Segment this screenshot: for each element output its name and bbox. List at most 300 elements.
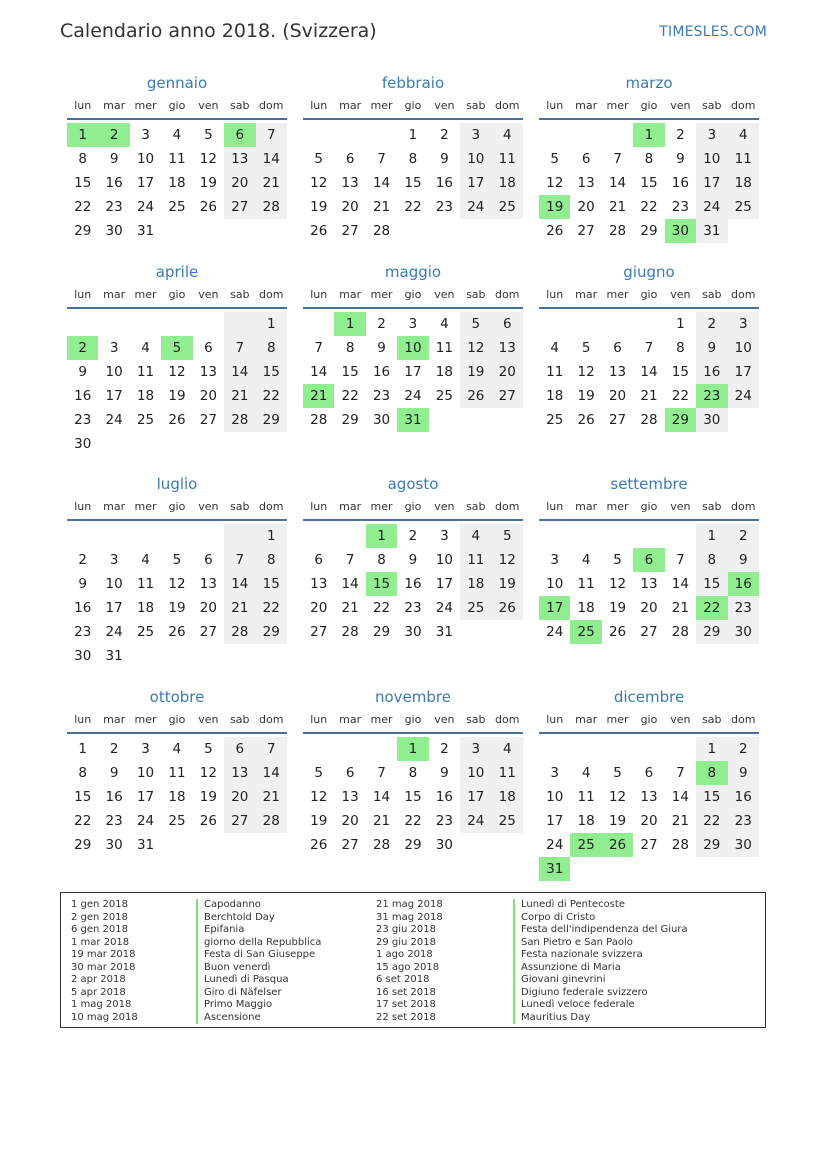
day-cell: 28: [671, 624, 689, 640]
day-cell: 1: [256, 312, 287, 336]
empty-cell: [602, 737, 633, 761]
day-cell: 16: [372, 364, 391, 380]
day-cell: 20: [199, 600, 217, 616]
day-cell: 15: [671, 364, 689, 380]
day-cell: 6: [204, 340, 213, 356]
day-cell: 20: [640, 600, 658, 616]
week-row: [539, 620, 759, 644]
holiday-entry: Digiuno federale svizzero: [513, 987, 688, 1000]
month-agosto: [303, 473, 523, 644]
day-cell: 7: [644, 340, 654, 356]
week-row: [67, 833, 287, 857]
week-row: [539, 123, 759, 147]
day-cell: 4: [492, 737, 523, 761]
weekday-label: gio: [640, 713, 658, 726]
weekday-label: sab: [230, 288, 250, 301]
empty-cell: [602, 857, 633, 881]
day-cell: 31: [136, 837, 155, 853]
weekday-label: lun: [546, 713, 564, 726]
day-cell: 14: [671, 576, 689, 592]
week-row: [303, 572, 523, 596]
weekday-label: dom: [495, 713, 520, 726]
day-cell: 20: [310, 600, 328, 616]
day-cell: 9: [109, 151, 119, 167]
day-cell: 21: [671, 600, 689, 616]
day-cell: 1: [408, 127, 418, 143]
empty-cell: [460, 408, 491, 432]
day-cell: 26: [460, 384, 491, 408]
day-cell: 15: [74, 789, 92, 805]
empty-cell: [98, 524, 129, 548]
day-cell: 7: [377, 765, 386, 781]
day-cell: 6: [224, 737, 255, 761]
day-cell: 18: [492, 785, 523, 809]
empty-cell: [334, 123, 365, 147]
week-row: [303, 833, 523, 857]
day-cell: 18: [435, 364, 453, 380]
day-cell: 22: [404, 813, 422, 829]
empty-cell: [334, 524, 365, 548]
holiday-day-cell: 23: [696, 384, 727, 408]
week-row: [539, 219, 759, 243]
day-cell: 19: [310, 813, 328, 829]
day-cell: 14: [256, 761, 287, 785]
day-cell: 27: [341, 223, 359, 239]
day-cell: 5: [314, 765, 323, 781]
day-cell: 21: [256, 785, 287, 809]
day-cell: 2: [440, 127, 449, 143]
day-cell: 17: [105, 388, 123, 404]
empty-cell: [256, 219, 287, 243]
week-row: [67, 123, 287, 147]
day-cell: 7: [377, 151, 386, 167]
day-cell: 10: [136, 765, 155, 781]
empty-cell: [460, 620, 491, 644]
holiday-day-cell: 6: [224, 123, 255, 147]
day-cell: 4: [172, 741, 182, 757]
day-cell: 22: [372, 600, 391, 616]
weekday-label: sab: [702, 500, 722, 513]
day-cell: 7: [676, 552, 685, 568]
day-cell: 8: [78, 765, 87, 781]
weekday-label: dom: [259, 713, 284, 726]
day-cell: 4: [172, 127, 182, 143]
week-row: [539, 360, 759, 384]
day-cell: 7: [314, 340, 323, 356]
weekday-label: gio: [168, 500, 186, 513]
day-cell: 30: [372, 412, 391, 428]
day-cell: 10: [460, 147, 491, 171]
header-divider: [303, 732, 523, 734]
week-row: [303, 785, 523, 809]
day-cell: 9: [676, 151, 685, 167]
day-cell: 23: [404, 600, 422, 616]
page-title: Calendario anno 2018. (Svizzera): [60, 20, 377, 42]
holiday-entry: 23 giu 2018: [376, 924, 436, 935]
week-row: [67, 171, 287, 195]
weekday-label: ven: [198, 99, 219, 112]
weekday-label: sab: [230, 99, 250, 112]
day-cell: 2: [408, 528, 418, 544]
holiday-entry: 1 gen 2018: [71, 899, 129, 910]
weekday-label: lun: [310, 288, 328, 301]
day-cell: 8: [644, 151, 654, 167]
day-cell: 24: [435, 600, 453, 616]
day-cell: 7: [224, 336, 255, 360]
weekday-label: mar: [103, 99, 126, 112]
day-cell: 6: [644, 765, 654, 781]
weekday-label: mer: [606, 99, 629, 112]
day-cell: 10: [435, 552, 453, 568]
holiday-day-cell: 10: [397, 336, 428, 360]
holiday-entry: 21 mag 2018: [376, 899, 443, 910]
day-cell: 21: [224, 596, 255, 620]
day-cell: 3: [460, 123, 491, 147]
week-row: [539, 809, 759, 833]
day-cell: 7: [345, 552, 355, 568]
day-cell: 21: [372, 199, 391, 215]
day-cell: 8: [696, 548, 727, 572]
weekday-header: [539, 96, 759, 116]
day-cell: 19: [310, 199, 328, 215]
day-cell: 18: [546, 388, 564, 404]
day-cell: 16: [105, 175, 123, 191]
month-gennaio: [67, 72, 287, 243]
weekday-label: lun: [74, 288, 92, 301]
holiday-entry: Assunzione di Maria: [513, 962, 688, 975]
day-cell: 26: [199, 813, 217, 829]
day-cell: 12: [199, 151, 217, 167]
empty-cell: [193, 524, 224, 548]
day-cell: 25: [136, 412, 155, 428]
day-cell: 24: [136, 199, 155, 215]
holiday-list: [60, 892, 766, 1028]
empty-cell: [224, 644, 255, 668]
day-cell: 4: [728, 123, 759, 147]
empty-cell: [224, 312, 255, 336]
weekday-label: mar: [103, 288, 126, 301]
empty-cell: [492, 408, 523, 432]
day-cell: 24: [404, 388, 422, 404]
day-cell: 28: [224, 408, 255, 432]
week-row: [539, 833, 759, 857]
header-divider: [67, 307, 287, 309]
holiday-day-cell: 31: [397, 408, 428, 432]
holiday-entry: Buon venerdì: [196, 962, 321, 975]
weekday-label: sab: [702, 713, 722, 726]
day-cell: 23: [435, 813, 453, 829]
day-cell: 31: [435, 624, 453, 640]
month-luglio: [67, 473, 287, 668]
weekday-label: mer: [134, 288, 157, 301]
day-cell: 12: [492, 548, 523, 572]
weekday-label: mer: [134, 713, 157, 726]
empty-cell: [224, 833, 255, 857]
weekday-label: dom: [495, 500, 520, 513]
day-cell: 9: [78, 364, 87, 380]
month-name: novembre: [375, 688, 451, 706]
week-row: [67, 620, 287, 644]
day-cell: 27: [640, 837, 658, 853]
holiday-entry: Ascensione: [196, 1012, 321, 1025]
day-cell: 5: [314, 151, 323, 167]
weekday-label: dom: [731, 500, 756, 513]
empty-cell: [366, 123, 397, 147]
holiday-entry: 30 mar 2018: [71, 961, 136, 973]
day-cell: 30: [404, 624, 422, 640]
month-maggio: [303, 261, 523, 432]
day-cell: 9: [78, 576, 87, 592]
day-cell: 18: [136, 388, 155, 404]
day-cell: 26: [168, 624, 186, 640]
week-row: [67, 312, 287, 336]
empty-cell: [728, 219, 759, 243]
header-divider: [539, 519, 759, 521]
day-cell: 28: [671, 837, 689, 853]
holiday-entry: Epifania: [196, 924, 321, 937]
weekday-label: mar: [575, 713, 598, 726]
week-row: [539, 171, 759, 195]
day-cell: 5: [204, 127, 213, 143]
weekday-label: mer: [370, 713, 393, 726]
week-row: [539, 524, 759, 548]
day-cell: 28: [372, 837, 391, 853]
day-cell: 17: [136, 175, 155, 191]
week-row: [539, 384, 759, 408]
holiday-entry: Festa dell'indipendenza del Giura: [513, 924, 688, 937]
empty-cell: [224, 524, 255, 548]
day-cell: 17: [728, 360, 759, 384]
day-cell: 16: [74, 388, 92, 404]
day-cell: 27: [608, 412, 627, 428]
empty-cell: [303, 524, 334, 548]
holiday-day-cell: 1: [633, 123, 664, 147]
weekday-label: dom: [259, 500, 284, 513]
week-row: [539, 857, 759, 881]
day-cell: 18: [136, 600, 155, 616]
day-cell: 13: [224, 147, 255, 171]
empty-cell: [130, 644, 161, 668]
day-cell: 7: [256, 737, 287, 761]
day-cell: 15: [404, 789, 422, 805]
holiday-entry: Corpo di Cristo: [513, 912, 688, 925]
holiday-dates-col-2: [376, 899, 443, 1024]
weekday-label: mar: [339, 500, 362, 513]
day-cell: 29: [696, 833, 727, 857]
holiday-entry: 31 mag 2018: [376, 911, 443, 923]
day-cell: 23: [671, 199, 689, 215]
holiday-day-cell: 17: [539, 596, 570, 620]
month-giugno: [539, 261, 759, 432]
day-cell: 3: [696, 123, 727, 147]
weekday-label: mar: [575, 99, 598, 112]
week-row: [67, 219, 287, 243]
day-cell: 20: [608, 388, 627, 404]
empty-cell: [303, 737, 334, 761]
day-cell: 27: [640, 624, 658, 640]
day-cell: 29: [74, 837, 92, 853]
day-cell: 15: [74, 175, 92, 191]
week-row: [303, 219, 523, 243]
holiday-entry: Primo Maggio: [196, 999, 321, 1012]
holiday-day-cell: 30: [665, 219, 696, 243]
day-cell: 28: [608, 223, 627, 239]
weekday-label: sab: [702, 288, 722, 301]
day-cell: 2: [696, 312, 727, 336]
day-cell: 25: [728, 195, 759, 219]
weekday-label: lun: [74, 713, 92, 726]
day-cell: 8: [256, 336, 287, 360]
weekday-label: dom: [731, 288, 756, 301]
weekday-header: [303, 96, 523, 116]
day-cell: 4: [141, 340, 150, 356]
day-cell: 22: [256, 596, 287, 620]
day-cell: 11: [136, 576, 155, 592]
weekday-header: [539, 285, 759, 305]
day-cell: 13: [199, 576, 217, 592]
empty-cell: [161, 432, 192, 456]
weekday-label: ven: [434, 713, 455, 726]
weekday-label: ven: [198, 288, 219, 301]
day-cell: 18: [168, 175, 186, 191]
day-cell: 20: [492, 360, 523, 384]
day-cell: 23: [728, 596, 759, 620]
empty-cell: [429, 408, 460, 432]
day-cell: 10: [696, 147, 727, 171]
empty-cell: [303, 312, 334, 336]
month-marzo: [539, 72, 759, 243]
week-row: [303, 384, 523, 408]
day-cell: 8: [345, 340, 355, 356]
day-cell: 23: [105, 813, 123, 829]
day-cell: 31: [696, 219, 727, 243]
day-cell: 4: [581, 552, 591, 568]
brand-logo[interactable]: TIMESLES.COM: [659, 24, 767, 40]
day-cell: 19: [608, 600, 627, 616]
day-cell: 17: [546, 813, 564, 829]
day-cell: 17: [460, 785, 491, 809]
weekday-label: mar: [103, 713, 126, 726]
weekday-label: mar: [339, 288, 362, 301]
holiday-entry: Festa nazionale svizzera: [513, 949, 688, 962]
day-cell: 3: [550, 765, 559, 781]
day-cell: 6: [581, 151, 591, 167]
day-cell: 14: [310, 364, 328, 380]
empty-cell: [570, 123, 601, 147]
weekday-label: sab: [466, 288, 486, 301]
holiday-entry: Berchtold Day: [196, 912, 321, 925]
day-cell: 24: [136, 813, 155, 829]
empty-cell: [193, 833, 224, 857]
weekday-label: gio: [168, 713, 186, 726]
day-cell: 17: [404, 364, 422, 380]
day-cell: 22: [256, 384, 287, 408]
weekday-label: lun: [546, 500, 564, 513]
holiday-entry: Giro di Näfelser: [196, 987, 321, 1000]
day-cell: 25: [460, 596, 491, 620]
week-row: [67, 524, 287, 548]
day-cell: 11: [728, 147, 759, 171]
day-cell: 30: [435, 837, 453, 853]
weekday-label: mer: [606, 288, 629, 301]
empty-cell: [161, 524, 192, 548]
day-cell: 25: [492, 195, 523, 219]
day-cell: 17: [696, 171, 727, 195]
day-cell: 14: [608, 175, 627, 191]
day-cell: 23: [105, 199, 123, 215]
empty-cell: [366, 737, 397, 761]
day-cell: 15: [696, 572, 727, 596]
week-row: [539, 408, 759, 432]
day-cell: 31: [105, 648, 123, 664]
day-cell: 26: [310, 223, 328, 239]
week-row: [67, 432, 287, 456]
day-cell: 3: [728, 312, 759, 336]
week-row: [67, 408, 287, 432]
week-row: [539, 336, 759, 360]
week-row: [67, 785, 287, 809]
weekday-label: dom: [495, 99, 520, 112]
day-cell: 5: [550, 151, 559, 167]
holiday-entry: 2 gen 2018: [71, 911, 129, 923]
day-cell: 14: [256, 147, 287, 171]
day-cell: 19: [199, 789, 217, 805]
weekday-label: sab: [466, 713, 486, 726]
weekday-header: [539, 710, 759, 730]
week-row: [303, 596, 523, 620]
month-name: dicembre: [613, 688, 685, 706]
holiday-day-cell: 29: [665, 408, 696, 432]
day-cell: 28: [224, 620, 255, 644]
day-cell: 11: [492, 761, 523, 785]
day-cell: 22: [696, 809, 727, 833]
week-row: [303, 524, 523, 548]
day-cell: 10: [546, 576, 564, 592]
day-cell: 23: [372, 388, 391, 404]
day-cell: 13: [310, 576, 328, 592]
weekday-label: ven: [670, 713, 691, 726]
day-cell: 13: [224, 761, 255, 785]
day-cell: 5: [460, 312, 491, 336]
day-cell: 15: [696, 785, 727, 809]
day-cell: 6: [613, 340, 622, 356]
empty-cell: [728, 857, 759, 881]
empty-cell: [570, 524, 601, 548]
day-cell: 16: [435, 175, 453, 191]
month-settembre: [539, 473, 759, 644]
day-cell: 4: [141, 552, 150, 568]
day-cell: 17: [460, 171, 491, 195]
day-cell: 19: [168, 600, 186, 616]
week-row: [539, 761, 759, 785]
day-cell: 11: [136, 364, 155, 380]
holiday-entry: 16 set 2018: [376, 986, 436, 998]
empty-cell: [602, 312, 633, 336]
month-name: ottobre: [149, 688, 205, 706]
weekday-label: gio: [168, 99, 186, 112]
day-cell: 11: [492, 147, 523, 171]
day-cell: 24: [546, 624, 564, 640]
day-cell: 26: [608, 624, 627, 640]
empty-cell: [130, 312, 161, 336]
empty-cell: [665, 857, 696, 881]
holiday-day-cell: 6: [633, 548, 664, 572]
empty-cell: [161, 219, 192, 243]
empty-cell: [303, 123, 334, 147]
day-cell: 23: [74, 412, 92, 428]
holiday-entry: 10 mag 2018: [71, 1011, 138, 1023]
day-cell: 10: [728, 336, 759, 360]
